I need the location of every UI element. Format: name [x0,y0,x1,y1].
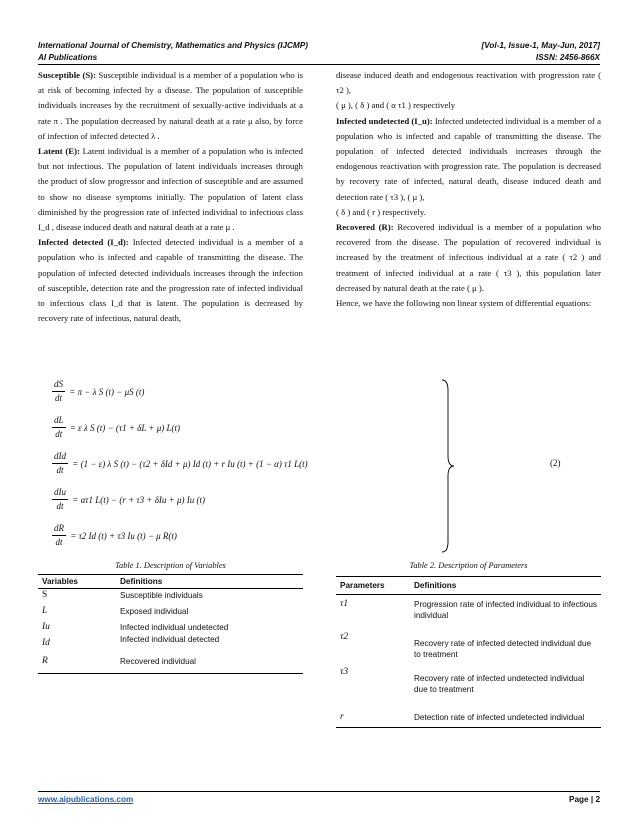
eq4-rhs: = ατ1 L(t) − (r + τ3 + δIu + μ) Iu (t) [72,494,205,505]
continued-text: disease induced death and endogenous reactivation with progression rate ( τ2 ), [336,70,601,96]
table2-caption: Table 2. Description of Parameters [409,561,528,570]
detected-label: Infected detected (I_d): [38,237,129,248]
susceptible-label: Susceptible (S): [38,70,96,80]
table1-symbol: Id [42,638,50,648]
table1-symbol: S [42,590,48,600]
table1-header-definitions: Definitions [120,577,163,586]
eq5-rhs: = τ2 Id (t) + τ3 Iu (t) − μ R(t) [70,530,177,541]
eq3-denominator: dt [56,465,64,475]
equation-2 [52,414,180,441]
right-brace [441,378,455,554]
eq2-numerator: dL [52,414,66,428]
table-row [38,634,303,650]
table-row [38,650,303,674]
latent-text: Latent individual is a member of a population who is infected but not infectious. The population of latent individuals increases through the product of slow progressor and infection of susceptible and are assumed to show no disease symptoms initially. The population of latent class diminished by the progression rate of infected individual to infectious class I_d , disease induced death and natural death at a rate μ . [38,146,303,233]
table2-symbol: τ3 [340,667,349,677]
recovered-label: Recovered (R): [336,222,394,233]
table1-symbol: L [42,606,48,616]
table2-symbol: r [340,712,344,722]
equation-5 [52,522,177,549]
table2-header-definitions: Definitions [414,581,457,590]
publisher-header [38,52,600,64]
table2-symbol: τ2 [340,632,349,642]
eq5-numerator: dR [52,522,66,536]
latent-paragraph [38,144,303,235]
undetected-text-2: ( δ ) and ( r ) respectively. [336,206,426,217]
eq2-rhs: = ε λ S (t) − (τ1 + δL + μ) L(t) [69,422,181,433]
website-link[interactable]: www.aipublications.com [38,795,134,804]
recovered-paragraph [336,220,601,296]
journal-title: International Journal of Chemistry, Mathematics and Physics (IJCMP) [38,41,308,50]
undetected-text: Infected undetected individual is a member of a population who is infected and capable of transmitting the disease. The population of infected detected individuals increases through the endogenous reactivation with progression rate. The population is decreased by recovery rate of infected, natural death, disease induced death and detection rate ( τ3 ), ( μ ), [336,115,601,202]
eq2-denominator: dt [55,429,63,439]
table1-header-variables: Variables [42,577,78,586]
table-row [336,622,601,661]
hence-paragraph [336,296,601,311]
table1-definition: Infected individual undetected [120,623,229,632]
latent-label: Latent (E): [38,146,80,157]
issn: ISSN: 2456-866X [535,53,600,62]
page-number: Page | 2 [569,795,600,804]
publisher-name: AI Publications [38,53,98,62]
equation-3 [52,450,308,477]
table2-header-row [336,577,601,595]
undetected-paragraph-2 [336,205,601,220]
header-divider [38,64,600,65]
undetected-label: Infected undetected (I_u): [336,115,433,126]
equation-number: (2) [550,458,561,468]
eq1-numerator: dS [52,378,65,392]
eq3-numerator: dId [52,450,68,464]
continued-text-2: ( μ ), ( δ ) and ( α τ1 ) respectively [336,100,456,111]
table2-definition: Progression rate of infected individual to infectious individual [414,600,597,620]
table2-definition: Recovery rate of infected detected individual due to treatment [414,639,592,659]
table2-header-parameters: Parameters [340,581,385,590]
continued-paragraph [336,68,601,98]
eq1-rhs: = π − λ S (t) − μS (t) [69,386,145,397]
eq4-numerator: dIu [52,486,68,500]
equation-system [38,378,600,556]
detected-paragraph [38,235,303,326]
table1-definition: Exposed individual [120,607,189,616]
table-row [336,661,601,696]
susceptible-paragraph [38,68,303,144]
equation-1 [52,378,144,405]
table-row [336,696,601,728]
variables-table [38,574,303,674]
eq4-denominator: dt [56,501,64,511]
eq3-rhs: = (1 − ε) λ S (t) − (τ2 + δId + μ) Id (t) + r Iu (t) + (1 − α) τ1 L(t) [72,458,308,469]
table1-definition: Infected individual detected [120,635,220,644]
table1-caption: Table 1. Description of Variables [115,561,226,570]
table-row [336,595,601,623]
recovered-text: Recovered individual is a member of a population who recovered from the disease. The population of recovered individual is increased by the treatment of infectious individual at a rate ( τ2 ) and treatment of infected individual at a rate ( τ3 ), this population later decreased by natural death at the rate ( μ ). [336,222,602,293]
page-footer [38,795,600,804]
eq1-denominator: dt [54,393,62,403]
table2-symbol: τ1 [340,599,349,609]
table2-definition: Recovery rate of infected undetected individual due to treatment [414,674,585,694]
hence-text: Hence, we have the following non linear system of differential equations: [336,298,592,309]
footer-divider [38,791,600,792]
susceptible-text: Susceptible individual is a member of a population who is at risk of becoming infected by a disease. The population of susceptible individuals increases by the recruitment of sexually-active individuals at a rate π . The population decreased by natural death at a rate μ also, by force of infection of infected detected λ . [38,70,303,141]
table2-definition: Detection rate of infected undetected individual [414,713,585,722]
eq5-denominator: dt [55,537,63,547]
detected-text: Infected detected individual is a member of a population who is infected and capable of transmitting the disease. The population of infected detected individuals increases through the infection of susceptible, detection rate and the progression rate of infected individual to infectious class I_d that is latent. The population is decreased by recovery rate of infectious, natural death, [38,237,303,324]
continued-paragraph-2 [336,98,601,113]
table-row [38,618,303,634]
journal-header [38,40,600,52]
table1-symbol: Iu [42,622,50,632]
right-column [336,68,601,311]
equation-4 [52,486,205,513]
parameters-table [336,576,601,728]
table1-symbol: R [42,656,48,666]
table1-definition: Susceptible individuals [120,591,203,600]
left-column [38,68,303,326]
table1-header-row [38,575,303,589]
table-row [38,602,303,618]
journal-volume: [Vol-1, Issue-1, May-Jun, 2017] [481,41,600,50]
table1-definition: Recovered individual [120,657,197,666]
undetected-paragraph [336,114,601,205]
table-row [38,589,303,603]
